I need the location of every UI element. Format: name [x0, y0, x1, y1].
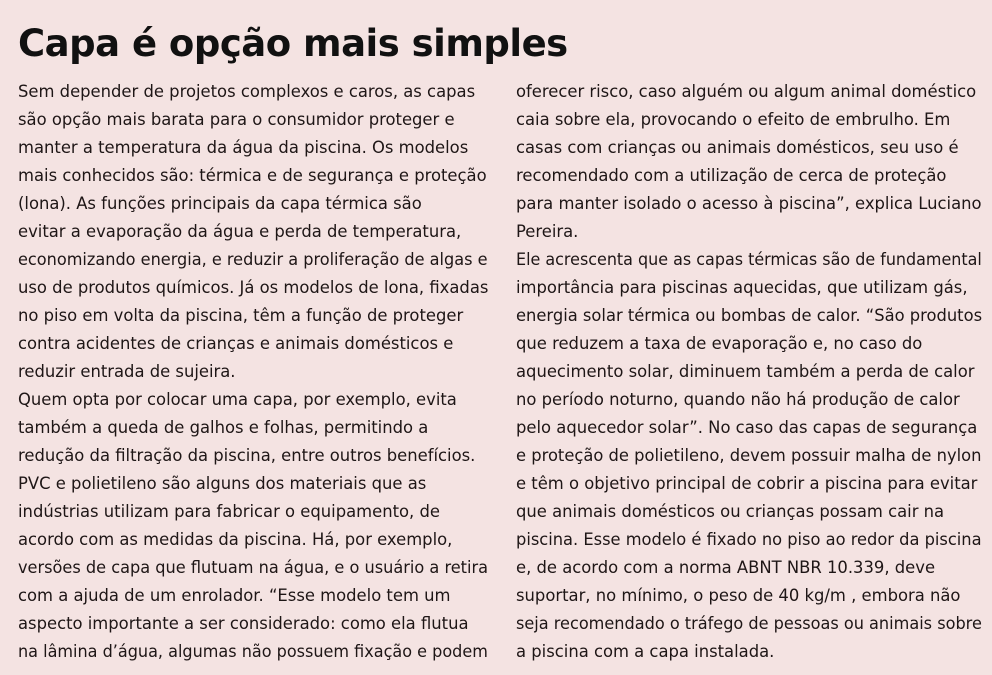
text-line: para manter isolado o acesso à piscina”, explica Luciano [516, 194, 982, 213]
text-line: uso de produtos químicos. Já os modelos de lona, fixadas [18, 278, 489, 297]
text-line: e, de acordo com a norma ABNT NBR 10.339, deve [516, 558, 936, 577]
text-line: e proteção de polietileno, devem possuir malha de nylon [516, 446, 982, 465]
text-line: Sem depender de projetos complexos e caros, as capas [18, 82, 476, 101]
text-line: mais conhecidos são: térmica e de segurança e proteção [18, 166, 487, 185]
text-line: também a queda de galhos e folhas, permitindo a [18, 418, 429, 437]
text-line: recomendado com a utilização de cerca de proteção [516, 166, 947, 185]
text-line: que animais domésticos ou crianças possam cair na [516, 502, 945, 521]
article-column-right [516, 78, 982, 666]
text-line: economizando energia, e reduzir a proliferação de algas e [18, 250, 488, 269]
text-line: Ele acrescenta que as capas térmicas são de fundamental [516, 250, 982, 269]
text-line: reduzir entrada de sujeira. [18, 362, 236, 381]
text-line: seja recomendado o tráfego de pessoas ou animais sobre [516, 614, 982, 633]
text-line: que reduzem a taxa de evaporação e, no caso do [516, 334, 923, 353]
text-line: (lona). As funções principais da capa térmica são [18, 194, 422, 213]
text-line: na lâmina d’água, algumas não possuem fixação e podem [18, 642, 488, 661]
text-line: versões de capa que flutuam na água, e o usuário a retira [18, 558, 489, 577]
text-line: piscina. Esse modelo é fixado no piso ao redor da piscina [516, 530, 982, 549]
article-title: Capa é opção mais simples [18, 22, 568, 65]
text-line: casas com crianças ou animais domésticos, seu uso é [516, 138, 959, 157]
text-line: pelo aquecedor solar”. No caso das capas de segurança [516, 418, 978, 437]
text-line: Pereira. [516, 222, 579, 241]
text-line: manter a temperatura da água da piscina. Os modelos [18, 138, 469, 157]
text-line: energia solar térmica ou bombas de calor. “São produtos [516, 306, 983, 325]
article-column-left [18, 78, 488, 666]
text-line: são opção mais barata para o consumidor proteger e [18, 110, 455, 129]
text-line: Quem opta por colocar uma capa, por exemplo, evita [18, 390, 457, 409]
text-line: aquecimento solar, diminuem também a perda de calor [516, 362, 975, 381]
text-line: redução da filtração da piscina, entre outros benefícios. [18, 446, 476, 465]
text-line: evitar a evaporação da água e perda de temperatura, [18, 222, 462, 241]
text-line: com a ajuda de um enrolador. “Esse modelo tem um [18, 586, 451, 605]
text-line: no piso em volta da piscina, têm a função de proteger [18, 306, 464, 325]
text-line: a piscina com a capa instalada. [516, 642, 775, 661]
text-line: e têm o objetivo principal de cobrir a piscina para evitar [516, 474, 978, 493]
text-line: aspecto importante a ser considerado: como ela flutua [18, 614, 469, 633]
text-line: contra acidentes de crianças e animais domésticos e [18, 334, 454, 353]
text-line: acordo com as medidas da piscina. Há, por exemplo, [18, 530, 453, 549]
text-line: suportar, no mínimo, o peso de 40 kg/m , embora não [516, 586, 961, 605]
text-line: no período noturno, quando não há produção de calor [516, 390, 960, 409]
text-line: caia sobre ela, provocando o efeito de embrulho. Em [516, 110, 951, 129]
text-line: PVC e polietileno são alguns dos materiais que as [18, 474, 427, 493]
text-line: oferecer risco, caso alguém ou algum animal doméstico [516, 82, 977, 101]
text-line: importância para piscinas aquecidas, que utilizam gás, [516, 278, 968, 297]
text-line: indústrias utilizam para fabricar o equipamento, de [18, 502, 440, 521]
